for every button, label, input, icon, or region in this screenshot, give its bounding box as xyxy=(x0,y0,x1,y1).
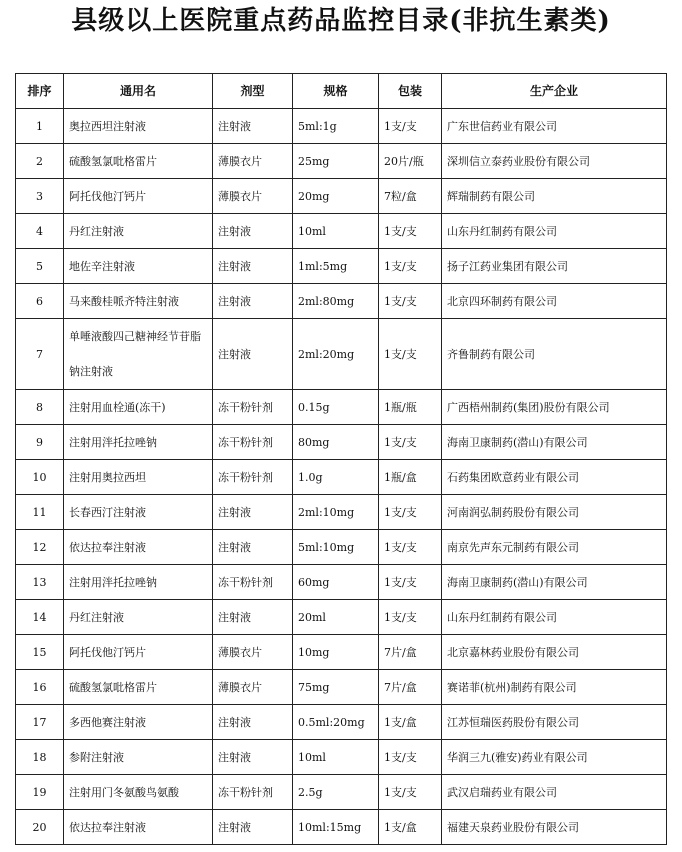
cell-specification: 60mg xyxy=(293,565,379,600)
header-packaging: 包装 xyxy=(379,74,442,109)
cell-specification: 1.0g xyxy=(293,460,379,495)
cell-specification: 0.5ml:20mg xyxy=(293,705,379,740)
cell-dosage-form: 注射液 xyxy=(213,319,293,390)
cell-specification: 2ml:20mg xyxy=(293,319,379,390)
cell-index: 20 xyxy=(16,810,64,845)
cell-generic-name: 丹红注射液 xyxy=(64,214,213,249)
cell-manufacturer: 广西梧州制药(集团)股份有限公司 xyxy=(442,390,667,425)
cell-packaging: 1支/支 xyxy=(379,495,442,530)
cell-specification: 10ml xyxy=(293,214,379,249)
table-row xyxy=(16,144,667,179)
table-row xyxy=(16,214,667,249)
cell-generic-name: 丹红注射液 xyxy=(64,600,213,635)
cell-dosage-form: 冻干粉针剂 xyxy=(213,425,293,460)
cell-generic-name: 单唾液酸四己糖神经节苷脂钠注射液 xyxy=(64,319,213,390)
cell-generic-name: 注射用泮托拉唑钠 xyxy=(64,425,213,460)
cell-specification: 80mg xyxy=(293,425,379,460)
cell-dosage-form: 薄膜衣片 xyxy=(213,144,293,179)
cell-dosage-form: 注射液 xyxy=(213,284,293,319)
cell-index: 19 xyxy=(16,775,64,810)
cell-manufacturer: 石药集团欧意药业有限公司 xyxy=(442,460,667,495)
table-row xyxy=(16,740,667,775)
cell-packaging: 7粒/盒 xyxy=(379,179,442,214)
table-row xyxy=(16,284,667,319)
cell-index: 14 xyxy=(16,600,64,635)
cell-manufacturer: 山东丹红制药有限公司 xyxy=(442,600,667,635)
cell-manufacturer: 赛诺菲(杭州)制药有限公司 xyxy=(442,670,667,705)
cell-specification: 25mg xyxy=(293,144,379,179)
cell-manufacturer: 深圳信立泰药业股份有限公司 xyxy=(442,144,667,179)
cell-specification: 10ml xyxy=(293,740,379,775)
cell-dosage-form: 冻干粉针剂 xyxy=(213,775,293,810)
cell-packaging: 1支/支 xyxy=(379,109,442,144)
cell-dosage-form: 薄膜衣片 xyxy=(213,635,293,670)
cell-index: 4 xyxy=(16,214,64,249)
table-row xyxy=(16,705,667,740)
header-index: 排序 xyxy=(16,74,64,109)
table-row xyxy=(16,460,667,495)
cell-specification: 10ml:15mg xyxy=(293,810,379,845)
cell-manufacturer: 武汉启瑞药业有限公司 xyxy=(442,775,667,810)
cell-manufacturer: 华润三九(雅安)药业有限公司 xyxy=(442,740,667,775)
cell-generic-name: 注射用门冬氨酸鸟氨酸 xyxy=(64,775,213,810)
cell-generic-name: 注射用泮托拉唑钠 xyxy=(64,565,213,600)
cell-generic-name: 注射用血栓通(冻干) xyxy=(64,390,213,425)
cell-dosage-form: 注射液 xyxy=(213,600,293,635)
cell-index: 6 xyxy=(16,284,64,319)
cell-manufacturer: 河南润弘制药股份有限公司 xyxy=(442,495,667,530)
cell-generic-name: 长春西汀注射液 xyxy=(64,495,213,530)
cell-packaging: 1支/支 xyxy=(379,740,442,775)
cell-specification: 10mg xyxy=(293,635,379,670)
cell-generic-name: 依达拉奉注射液 xyxy=(64,810,213,845)
header-specification: 规格 xyxy=(293,74,379,109)
table-row xyxy=(16,530,667,565)
cell-packaging: 1支/支 xyxy=(379,775,442,810)
cell-manufacturer: 山东丹红制药有限公司 xyxy=(442,214,667,249)
cell-specification: 0.15g xyxy=(293,390,379,425)
cell-specification: 5ml:1g xyxy=(293,109,379,144)
cell-index: 7 xyxy=(16,319,64,390)
cell-manufacturer: 海南卫康制药(潜山)有限公司 xyxy=(442,425,667,460)
table-row xyxy=(16,425,667,460)
cell-generic-name: 参附注射液 xyxy=(64,740,213,775)
cell-index: 3 xyxy=(16,179,64,214)
cell-dosage-form: 注射液 xyxy=(213,495,293,530)
cell-packaging: 1支/盒 xyxy=(379,705,442,740)
table-row xyxy=(16,319,667,390)
cell-generic-name: 硫酸氢氯吡格雷片 xyxy=(64,144,213,179)
cell-packaging: 1支/支 xyxy=(379,425,442,460)
header-generic-name: 通用名 xyxy=(64,74,213,109)
table-row xyxy=(16,775,667,810)
table-row xyxy=(16,109,667,144)
cell-specification: 2.5g xyxy=(293,775,379,810)
cell-generic-name: 注射用奥拉西坦 xyxy=(64,460,213,495)
cell-specification: 2ml:10mg xyxy=(293,495,379,530)
cell-index: 13 xyxy=(16,565,64,600)
cell-generic-name: 阿托伐他汀钙片 xyxy=(64,179,213,214)
cell-packaging: 20片/瓶 xyxy=(379,144,442,179)
cell-manufacturer: 广东世信药业有限公司 xyxy=(442,109,667,144)
cell-generic-name: 多西他赛注射液 xyxy=(64,705,213,740)
cell-packaging: 1支/支 xyxy=(379,530,442,565)
cell-specification: 20ml xyxy=(293,600,379,635)
cell-dosage-form: 注射液 xyxy=(213,530,293,565)
cell-index: 1 xyxy=(16,109,64,144)
cell-generic-name: 硫酸氢氯吡格雷片 xyxy=(64,670,213,705)
cell-packaging: 1支/支 xyxy=(379,319,442,390)
cell-generic-name: 奥拉西坦注射液 xyxy=(64,109,213,144)
cell-index: 16 xyxy=(16,670,64,705)
cell-manufacturer: 福建天泉药业股份有限公司 xyxy=(442,810,667,845)
cell-dosage-form: 注射液 xyxy=(213,214,293,249)
cell-manufacturer: 江苏恒瑞医药股份有限公司 xyxy=(442,705,667,740)
cell-specification: 5ml:10mg xyxy=(293,530,379,565)
cell-dosage-form: 注射液 xyxy=(213,740,293,775)
page-title: 县级以上医院重点药品监控目录(非抗生素类) xyxy=(71,6,611,36)
cell-index: 5 xyxy=(16,249,64,284)
header-dosage-form: 剂型 xyxy=(213,74,293,109)
cell-packaging: 1支/盒 xyxy=(379,810,442,845)
cell-packaging: 1支/支 xyxy=(379,284,442,319)
table-row xyxy=(16,390,667,425)
table-row xyxy=(16,565,667,600)
cell-generic-name: 阿托伐他汀钙片 xyxy=(64,635,213,670)
cell-manufacturer: 齐鲁制药有限公司 xyxy=(442,319,667,390)
cell-specification: 1ml:5mg xyxy=(293,249,379,284)
cell-dosage-form: 冻干粉针剂 xyxy=(213,460,293,495)
cell-packaging: 7片/盒 xyxy=(379,635,442,670)
cell-index: 11 xyxy=(16,495,64,530)
cell-packaging: 1支/支 xyxy=(379,214,442,249)
cell-specification: 75mg xyxy=(293,670,379,705)
cell-index: 8 xyxy=(16,390,64,425)
cell-index: 17 xyxy=(16,705,64,740)
cell-dosage-form: 冻干粉针剂 xyxy=(213,390,293,425)
cell-manufacturer: 北京嘉林药业股份有限公司 xyxy=(442,635,667,670)
cell-generic-name: 马来酸桂哌齐特注射液 xyxy=(64,284,213,319)
cell-dosage-form: 薄膜衣片 xyxy=(213,670,293,705)
table-row xyxy=(16,635,667,670)
cell-manufacturer: 南京先声东元制药有限公司 xyxy=(442,530,667,565)
cell-index: 12 xyxy=(16,530,64,565)
cell-manufacturer: 北京四环制药有限公司 xyxy=(442,284,667,319)
cell-specification: 2ml:80mg xyxy=(293,284,379,319)
table-header-row xyxy=(16,74,667,109)
cell-dosage-form: 注射液 xyxy=(213,249,293,284)
table-row xyxy=(16,810,667,845)
cell-index: 2 xyxy=(16,144,64,179)
cell-index: 18 xyxy=(16,740,64,775)
cell-dosage-form: 薄膜衣片 xyxy=(213,179,293,214)
cell-index: 9 xyxy=(16,425,64,460)
table-row xyxy=(16,600,667,635)
cell-specification: 20mg xyxy=(293,179,379,214)
cell-generic-name: 地佐辛注射液 xyxy=(64,249,213,284)
cell-packaging: 1瓶/瓶 xyxy=(379,390,442,425)
cell-generic-name: 依达拉奉注射液 xyxy=(64,530,213,565)
table-row xyxy=(16,495,667,530)
cell-packaging: 7片/盒 xyxy=(379,670,442,705)
table-row xyxy=(16,670,667,705)
cell-packaging: 1支/支 xyxy=(379,249,442,284)
cell-manufacturer: 扬子江药业集团有限公司 xyxy=(442,249,667,284)
cell-dosage-form: 注射液 xyxy=(213,705,293,740)
cell-index: 10 xyxy=(16,460,64,495)
drug-table xyxy=(15,73,667,845)
cell-dosage-form: 注射液 xyxy=(213,109,293,144)
cell-dosage-form: 注射液 xyxy=(213,810,293,845)
cell-packaging: 1支/支 xyxy=(379,600,442,635)
cell-dosage-form: 冻干粉针剂 xyxy=(213,565,293,600)
header-manufacturer: 生产企业 xyxy=(442,74,667,109)
table-row xyxy=(16,249,667,284)
cell-manufacturer: 辉瑞制药有限公司 xyxy=(442,179,667,214)
table-row xyxy=(16,179,667,214)
cell-index: 15 xyxy=(16,635,64,670)
cell-manufacturer: 海南卫康制药(潜山)有限公司 xyxy=(442,565,667,600)
cell-packaging: 1支/支 xyxy=(379,565,442,600)
cell-packaging: 1瓶/盒 xyxy=(379,460,442,495)
